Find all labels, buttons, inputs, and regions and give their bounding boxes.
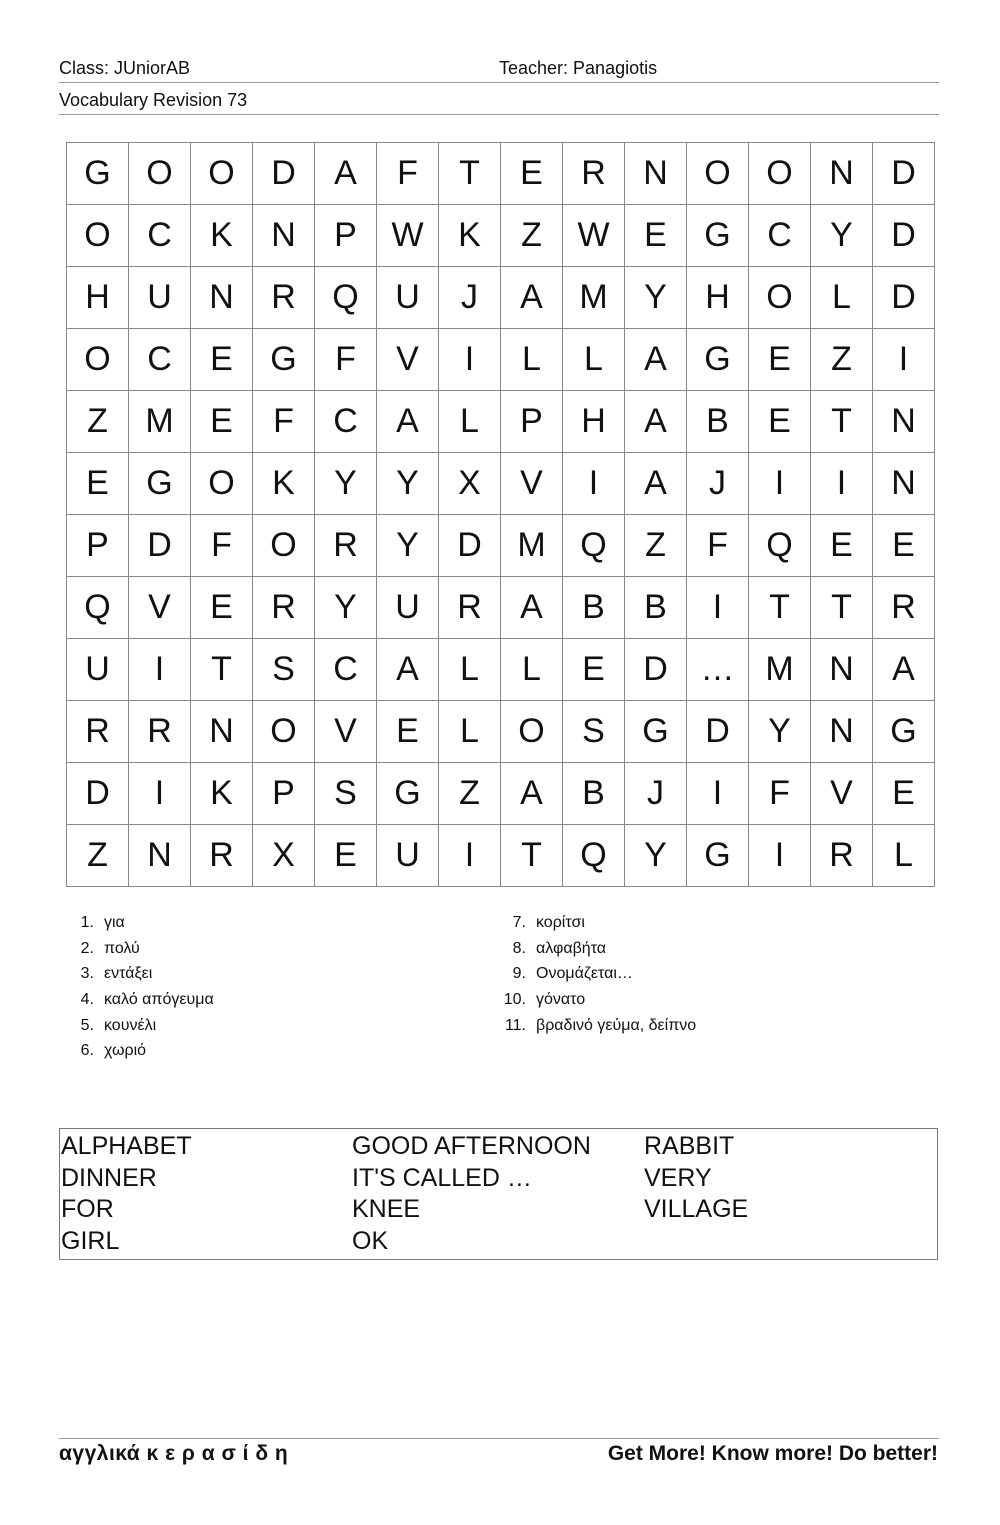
grid-cell[interactable]: R: [129, 701, 191, 763]
grid-cell[interactable]: G: [687, 205, 749, 267]
grid-cell[interactable]: C: [315, 391, 377, 453]
clue-number: 3.: [80, 965, 94, 983]
clue-number: 1.: [80, 914, 94, 931]
grid-cell[interactable]: Y: [625, 825, 687, 887]
footer-brand: αγγλικά κ ε ρ α σ ί δ η: [59, 1442, 289, 1465]
grid-cell[interactable]: Q: [563, 515, 625, 577]
grid-cell[interactable]: N: [191, 701, 253, 763]
grid-cell[interactable]: G: [687, 825, 749, 887]
word-bank-item: GIRL: [61, 1226, 120, 1255]
grid-cell[interactable]: A: [501, 577, 563, 639]
grid-cell[interactable]: F: [687, 515, 749, 577]
grid-cell[interactable]: L: [501, 639, 563, 701]
word-bank-column: [61, 1131, 192, 1257]
grid-cell[interactable]: E: [749, 329, 811, 391]
clue-text: χωριό: [104, 1042, 147, 1060]
clue-text: αλφαβήτα: [536, 939, 607, 957]
clue-item: [498, 940, 696, 966]
grid-cell[interactable]: H: [687, 267, 749, 329]
grid-cell[interactable]: T: [439, 143, 501, 205]
grid-cell[interactable]: W: [563, 205, 625, 267]
grid-cell[interactable]: T: [811, 577, 873, 639]
grid-cell[interactable]: I: [439, 825, 501, 887]
grid-cell[interactable]: E: [873, 763, 935, 825]
grid-cell[interactable]: O: [191, 143, 253, 205]
word-bank-item: DINNER: [61, 1163, 157, 1192]
clue-list-left: [66, 914, 214, 1068]
class-label: Class: JUniorAB: [59, 58, 191, 78]
grid-cell[interactable]: V: [315, 701, 377, 763]
grid-cell[interactable]: O: [67, 205, 129, 267]
grid-cell[interactable]: I: [687, 577, 749, 639]
grid-cell[interactable]: Q: [563, 825, 625, 887]
clue-item: [66, 991, 214, 1017]
clue-number: 10.: [503, 991, 526, 1009]
grid-cell[interactable]: D: [129, 515, 191, 577]
grid-cell[interactable]: B: [563, 763, 625, 825]
grid-cell[interactable]: E: [191, 577, 253, 639]
grid-cell[interactable]: I: [563, 453, 625, 515]
grid-cell[interactable]: N: [873, 453, 935, 515]
grid-cell[interactable]: A: [625, 391, 687, 453]
header-row: [59, 58, 939, 83]
teacher-label: Teacher: Panagiotis: [499, 58, 658, 78]
clue-item: [498, 965, 696, 991]
clue-item: [66, 940, 214, 966]
grid-cell[interactable]: A: [501, 267, 563, 329]
grid-cell[interactable]: D: [873, 143, 935, 205]
word-bank-item: VERY: [644, 1163, 712, 1192]
grid-cell[interactable]: A: [377, 391, 439, 453]
grid-cell[interactable]: K: [253, 453, 315, 515]
grid-cell[interactable]: T: [811, 391, 873, 453]
grid-cell[interactable]: I: [873, 329, 935, 391]
grid-cell[interactable]: X: [253, 825, 315, 887]
clue-text: εντάξει: [104, 965, 153, 983]
grid-cell[interactable]: Y: [315, 453, 377, 515]
word-bank-item: IT'S CALLED …: [352, 1163, 532, 1192]
word-bank-item: GOOD AFTERNOON: [352, 1132, 591, 1160]
grid-cell[interactable]: Z: [67, 825, 129, 887]
grid-cell[interactable]: O: [501, 701, 563, 763]
grid-cell[interactable]: Y: [377, 515, 439, 577]
clue-item: [66, 1042, 214, 1068]
grid-cell[interactable]: B: [563, 577, 625, 639]
grid-cell[interactable]: A: [315, 143, 377, 205]
word-bank-item: VILLAGE: [644, 1195, 749, 1223]
grid-cell[interactable]: I: [687, 763, 749, 825]
grid-cell[interactable]: I: [749, 825, 811, 887]
grid-cell[interactable]: A: [625, 329, 687, 391]
grid-cell[interactable]: T: [749, 577, 811, 639]
grid-cell[interactable]: R: [253, 267, 315, 329]
grid-cell[interactable]: D: [67, 763, 129, 825]
grid-cell[interactable]: E: [563, 639, 625, 701]
grid-cell[interactable]: G: [687, 329, 749, 391]
word-bank-column: [352, 1131, 591, 1257]
grid-cell[interactable]: R: [315, 515, 377, 577]
grid-cell[interactable]: N: [129, 825, 191, 887]
grid-cell[interactable]: L: [501, 329, 563, 391]
title-row: [59, 90, 939, 115]
grid-cell[interactable]: Y: [315, 577, 377, 639]
clue-item: [66, 914, 214, 940]
grid-cell[interactable]: Y: [625, 267, 687, 329]
grid-cell[interactable]: U: [67, 639, 129, 701]
grid-cell[interactable]: U: [377, 267, 439, 329]
grid-cell[interactable]: M: [129, 391, 191, 453]
grid-cell[interactable]: S: [315, 763, 377, 825]
grid-cell[interactable]: A: [873, 639, 935, 701]
grid-cell[interactable]: E: [625, 205, 687, 267]
clue-item: [66, 1017, 214, 1043]
clue-number: 11.: [504, 1016, 526, 1034]
clue-item: [498, 1017, 696, 1043]
grid-cell[interactable]: E: [873, 515, 935, 577]
word-bank-item: ALPHABET: [61, 1132, 192, 1160]
grid-cell[interactable]: C: [129, 205, 191, 267]
grid-cell[interactable]: V: [501, 453, 563, 515]
grid-cell[interactable]: E: [377, 701, 439, 763]
grid-cell[interactable]: N: [625, 143, 687, 205]
grid-cell[interactable]: F: [253, 391, 315, 453]
grid-cell[interactable]: R: [191, 825, 253, 887]
grid-cell[interactable]: O: [253, 701, 315, 763]
clue-text: Ονομάζεται…: [536, 965, 633, 983]
grid-cell[interactable]: D: [873, 267, 935, 329]
grid-cell[interactable]: G: [873, 701, 935, 763]
clue-number: 9.: [512, 965, 526, 983]
grid-cell[interactable]: Y: [749, 701, 811, 763]
grid-cell[interactable]: O: [253, 515, 315, 577]
grid-cell[interactable]: E: [749, 391, 811, 453]
grid-cell[interactable]: F: [749, 763, 811, 825]
grid-cell[interactable]: Z: [501, 205, 563, 267]
grid-cell[interactable]: Q: [67, 577, 129, 639]
grid-cell[interactable]: N: [191, 267, 253, 329]
grid-cell[interactable]: F: [191, 515, 253, 577]
grid-cell[interactable]: Y: [811, 205, 873, 267]
grid-cell[interactable]: A: [501, 763, 563, 825]
grid-cell[interactable]: W: [377, 205, 439, 267]
grid-cell[interactable]: K: [191, 205, 253, 267]
footer-slogan: Get More! Know more! Do better!: [607, 1442, 938, 1465]
grid-cell[interactable]: D: [687, 701, 749, 763]
grid-cell[interactable]: U: [377, 577, 439, 639]
clue-text: κουνέλι: [104, 1016, 157, 1034]
grid-cell[interactable]: L: [439, 701, 501, 763]
grid-cell[interactable]: H: [563, 391, 625, 453]
clue-text: καλό απόγευμα: [104, 991, 214, 1009]
grid-cell[interactable]: A: [625, 453, 687, 515]
grid-cell[interactable]: L: [439, 391, 501, 453]
page-title: Vocabulary Revision 73: [59, 90, 248, 110]
grid-cell[interactable]: L: [873, 825, 935, 887]
grid-cell[interactable]: V: [377, 329, 439, 391]
grid-cell[interactable]: O: [67, 329, 129, 391]
grid-cell[interactable]: E: [501, 143, 563, 205]
grid-cell[interactable]: J: [687, 453, 749, 515]
grid-cell[interactable]: G: [67, 143, 129, 205]
grid-cell[interactable]: Z: [439, 763, 501, 825]
grid-cell[interactable]: N: [873, 391, 935, 453]
grid-cell[interactable]: P: [253, 763, 315, 825]
grid-cell[interactable]: R: [873, 577, 935, 639]
grid-cell[interactable]: E: [811, 515, 873, 577]
grid-cell[interactable]: D: [439, 515, 501, 577]
grid-cell[interactable]: Z: [811, 329, 873, 391]
grid-cell[interactable]: J: [439, 267, 501, 329]
grid-cell[interactable]: P: [501, 391, 563, 453]
grid-cell[interactable]: R: [811, 825, 873, 887]
grid-cell[interactable]: Z: [67, 391, 129, 453]
word-bank-item: OK: [352, 1226, 389, 1255]
grid-cell[interactable]: N: [811, 639, 873, 701]
grid-cell[interactable]: E: [191, 329, 253, 391]
grid-cell[interactable]: B: [625, 577, 687, 639]
grid-cell[interactable]: T: [191, 639, 253, 701]
clue-number: 8.: [512, 939, 526, 957]
grid-cell[interactable]: F: [315, 329, 377, 391]
grid-cell[interactable]: B: [687, 391, 749, 453]
grid-cell[interactable]: I: [129, 639, 191, 701]
grid-cell[interactable]: K: [191, 763, 253, 825]
clue-text: πολύ: [104, 939, 140, 957]
clue-text: βραδινό γεύμα, δείπνο: [536, 1016, 697, 1034]
grid-cell[interactable]: L: [439, 639, 501, 701]
clue-item: [498, 991, 696, 1017]
clue-text: γόνατο: [536, 991, 586, 1009]
clue-item: [498, 914, 696, 940]
grid-cell[interactable]: Y: [377, 453, 439, 515]
grid-cell[interactable]: M: [563, 267, 625, 329]
grid-cell[interactable]: S: [253, 639, 315, 701]
footer-divider: [59, 1438, 939, 1439]
grid-cell[interactable]: I: [439, 329, 501, 391]
grid-cell[interactable]: C: [315, 639, 377, 701]
grid-cell[interactable]: L: [563, 329, 625, 391]
grid-cell[interactable]: N: [811, 143, 873, 205]
clue-number: 5.: [80, 1016, 94, 1034]
grid-cell[interactable]: X: [439, 453, 501, 515]
grid-cell[interactable]: L: [811, 267, 873, 329]
grid-cell[interactable]: G: [625, 701, 687, 763]
grid-cell[interactable]: N: [811, 701, 873, 763]
grid-cell[interactable]: Q: [749, 515, 811, 577]
grid-cell[interactable]: I: [811, 453, 873, 515]
grid-cell[interactable]: R: [563, 143, 625, 205]
grid-cell[interactable]: D: [873, 205, 935, 267]
word-bank-item: RABBIT: [644, 1132, 735, 1160]
grid-cell[interactable]: G: [377, 763, 439, 825]
grid-cell[interactable]: F: [377, 143, 439, 205]
clue-item: [66, 965, 214, 991]
grid-cell[interactable]: K: [439, 205, 501, 267]
grid-cell[interactable]: O: [687, 143, 749, 205]
clue-number: 6.: [80, 1042, 94, 1060]
grid-cell[interactable]: M: [501, 515, 563, 577]
grid-cell[interactable]: U: [377, 825, 439, 887]
clue-text: κορίτσι: [536, 914, 585, 931]
word-bank-item: KNEE: [352, 1195, 421, 1223]
grid-cell[interactable]: Q: [315, 267, 377, 329]
grid-cell[interactable]: O: [191, 453, 253, 515]
clue-number: 7.: [512, 914, 526, 931]
grid-cell[interactable]: V: [811, 763, 873, 825]
word-search-grid: [66, 142, 935, 887]
clue-number: 4.: [80, 991, 94, 1009]
grid-cell[interactable]: U: [129, 267, 191, 329]
clue-number: 2.: [80, 939, 94, 957]
grid-cell[interactable]: V: [129, 577, 191, 639]
grid-cell[interactable]: T: [501, 825, 563, 887]
grid-cell[interactable]: P: [315, 205, 377, 267]
grid-cell[interactable]: G: [129, 453, 191, 515]
word-bank-item: FOR: [61, 1195, 114, 1223]
grid-cell[interactable]: C: [749, 205, 811, 267]
grid-cell[interactable]: P: [67, 515, 129, 577]
grid-cell[interactable]: O: [749, 143, 811, 205]
grid-cell[interactable]: R: [439, 577, 501, 639]
grid-cell[interactable]: J: [625, 763, 687, 825]
grid-cell[interactable]: M: [749, 639, 811, 701]
grid-cell[interactable]: N: [253, 205, 315, 267]
word-bank: [59, 1128, 938, 1260]
grid-cell[interactable]: C: [129, 329, 191, 391]
clue-text: για: [104, 914, 125, 931]
grid-cell[interactable]: O: [749, 267, 811, 329]
grid-cell[interactable]: I: [749, 453, 811, 515]
grid-cell[interactable]: R: [67, 701, 129, 763]
grid-cell[interactable]: S: [563, 701, 625, 763]
grid-cell[interactable]: O: [129, 143, 191, 205]
word-bank-column: [644, 1131, 748, 1226]
grid-cell[interactable]: E: [67, 453, 129, 515]
grid-cell[interactable]: E: [191, 391, 253, 453]
grid-cell[interactable]: D: [253, 143, 315, 205]
grid-cell[interactable]: G: [253, 329, 315, 391]
grid-cell[interactable]: H: [67, 267, 129, 329]
grid-cell[interactable]: I: [129, 763, 191, 825]
grid-cell[interactable]: R: [253, 577, 315, 639]
grid-cell[interactable]: A: [377, 639, 439, 701]
grid-cell[interactable]: …: [687, 639, 749, 701]
grid-cell[interactable]: D: [625, 639, 687, 701]
grid-cell[interactable]: E: [315, 825, 377, 887]
grid-cell[interactable]: Z: [625, 515, 687, 577]
clue-list-right: [498, 914, 696, 1042]
